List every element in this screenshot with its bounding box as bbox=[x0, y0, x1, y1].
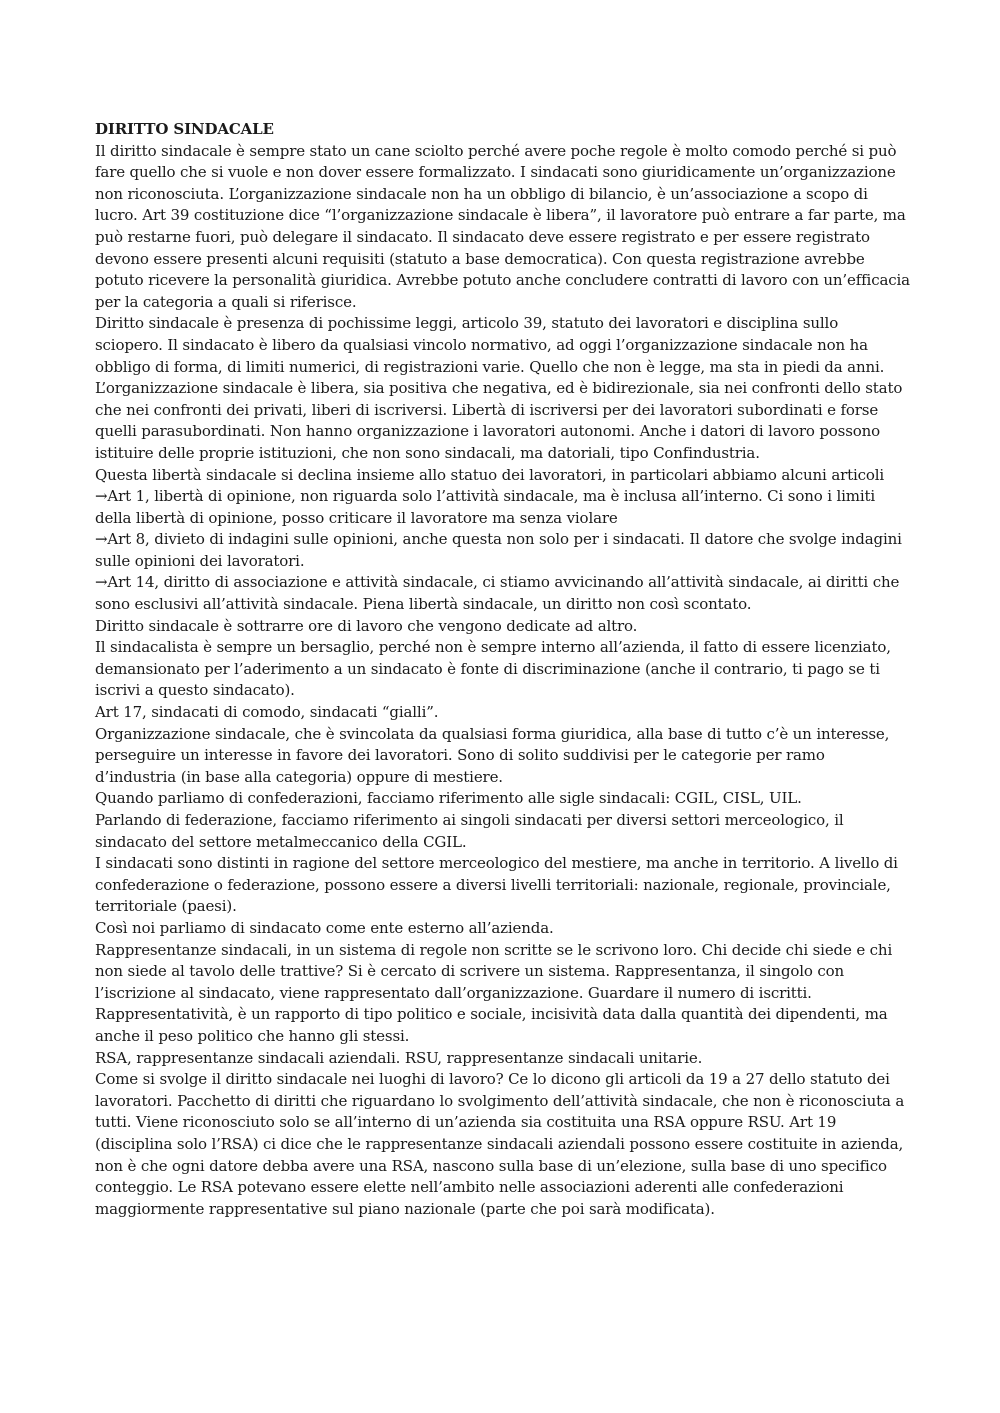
paragraph-13: I sindacati sono distinti in ragione del settore merceologico del mestiere, ma anche in territorio. A livello di confederazione o federazione, possono essere a diversi livelli territoriali: nazionale, regionale, provinciale, territoriale (paesi). bbox=[95, 854, 898, 916]
paragraph-18: Come si svolge il diritto sindacale nei luoghi di lavoro? Ce lo dicono gli articoli da 19 a 27 dello statuto dei lavoratori. Pacchetto di diritti che riguardano lo svolgimento dell’attività sindacale, che non è riconosciuta a tutti. Viene riconosciuto solo se all’interno di un’azienda sia costituita una RSA oppure RSU. Art 19 (disciplina solo l’RSA) ci dice che le rappresentanze sindacali aziendali possono essere costituite in azienda, non è che ogni datore debba avere una RSA, nascono sulla base di un’elezione, sulla base di uno specifico conteggio. Le RSA potevano essere elette nell’ambito nelle associazioni aderenti alle confederazioni maggiormente rappresentative sul piano nazionale (parte che poi sarà modificata). bbox=[95, 1070, 905, 1218]
paragraph-1: Il diritto sindacale è sempre stato un cane sciolto perché avere poche regole è molto comodo perché si può fare quello che si vuole e non dover essere formalizzato. I sindacati sono giuridicamente un’organizzazione non riconosciuta. L’organizzazione sindacale non ha un obbligo di bilancio, è un’associazione a scopo di lucro. Art 39 costituzione dice “l’organizzazione sindacale è libera”, il lavoratore può entrare a far parte, ma può restarne fuori, può delegare il sindacato. Il sindacato deve essere registrato e per essere registrato devono essere presenti alcuni requisiti (statuto a base democratica). Con questa registrazione avrebbe potuto ricevere la personalità giuridica. Avrebbe potuto anche concludere contratti di lavoro con un’efficacia per la categoria a quali si riferisce. bbox=[95, 141, 910, 311]
paragraph-12: Parlando di federazione, facciamo riferimento ai singoli sindacati per diversi settori merceologico, il sindacato del settore metalmeccanico della CGIL. bbox=[95, 811, 844, 851]
paragraph-7: Diritto sindacale è sottrarre ore di lavoro che vengono dedicate ad altro. bbox=[95, 616, 638, 635]
paragraph-11: Quando parliamo di confederazioni, facciamo riferimento alle sigle sindacali: CGIL, CISL, UIL. bbox=[95, 789, 802, 808]
paragraph-4: Questa libertà sindacale si declina insieme allo statuo dei lavoratori, in particolari abbiamo alcuni articoli →Art 1, libertà di opinione, non riguarda solo l’attività sindacale, ma è inclusa all’interno. Ci sono i limiti della libertà di opinione, posso criticare il lavoratore ma senza violare bbox=[95, 465, 885, 527]
paragraph-5: →Art 8, divieto di indagini sulle opinioni, anche questa non solo per i sindacati. Il datore che svolge indagini sulle opinioni dei lavoratori. bbox=[95, 530, 902, 570]
document-title: DIRITTO SINDACALE bbox=[95, 120, 274, 138]
paragraph-17: RSA, rappresentanze sindacali aziendali. RSU, rappresentanze sindacali unitarie. bbox=[95, 1048, 703, 1067]
paragraph-14: Così noi parliamo di sindacato come ente esterno all’azienda. bbox=[95, 918, 554, 937]
paragraph-6: →Art 14, diritto di associazione e attività sindacale, ci stiamo avvicinando all’attività sindacale, ai diritti che sono esclusivi all’attività sindacale. Piena libertà sindacale, un diritto non così scontato. bbox=[95, 573, 900, 614]
paragraph-2: Diritto sindacale è presenza di pochissime leggi, articolo 39, statuto dei lavoratori e disciplina sullo sciopero. Il sindacato è libero da qualsiasi vincolo normativo, ad oggi l’organizzazione sindacale non ha obbligo di forma, di limiti numerici, di registrazioni varie. Quello che non è legge, ma sta in piedi da anni. bbox=[95, 314, 885, 376]
paragraph-9: Art 17, sindacati di comodo, sindacati “gialli”. bbox=[95, 703, 439, 722]
document-body bbox=[95, 119, 910, 1220]
paragraph-16: Rappresentatività, è un rapporto di tipo politico e sociale, incisività data dalla quantità dei dipendenti, ma anche il peso politico che hanno gli stessi. bbox=[95, 1005, 888, 1045]
paragraph-3: L’organizzazione sindacale è libera, sia positiva che negativa, ed è bidirezionale, sia nei confronti dello stato che nei confronti dei privati, liberi di iscriversi. Libertà di iscriversi per dei lavoratori subordinati e forse quelli parasubordinati. Non hanno organizzazione i lavoratori autonomi. Anche i datori di lavoro possono istituire delle proprie istituzioni, che non sono sindacali, ma datoriali, tipo Confindustria. bbox=[95, 379, 903, 462]
paragraph-10: Organizzazione sindacale, che è svincolata da qualsiasi forma giuridica, alla base di tutto c’è un interesse, perseguire un interesse in favore dei lavoratori. Sono di solito suddivisi per le categorie per ramo d’industria (in base alla categoria) oppure di mestiere. bbox=[95, 724, 890, 786]
paragraph-8: Il sindacalista è sempre un bersaglio, perché non è sempre interno all’azienda, il fatto di essere licenziato, demansionato per l’aderimento a un sindacato è fonte di discriminazione (anche il contrario, ti pago se ti iscrivi a questo sindacato). bbox=[95, 638, 891, 700]
paragraph-15: Rappresentanze sindacali, in un sistema di regole non scritte se le scrivono loro. Chi decide chi siede e chi non siede al tavolo delle trattive? Si è cercato di scrivere un sistema. Rappresentanza, il singolo con l’iscrizione al sindacato, viene rappresentato dall’organizzazione. Guardare il numero di iscritti. bbox=[95, 940, 893, 1002]
